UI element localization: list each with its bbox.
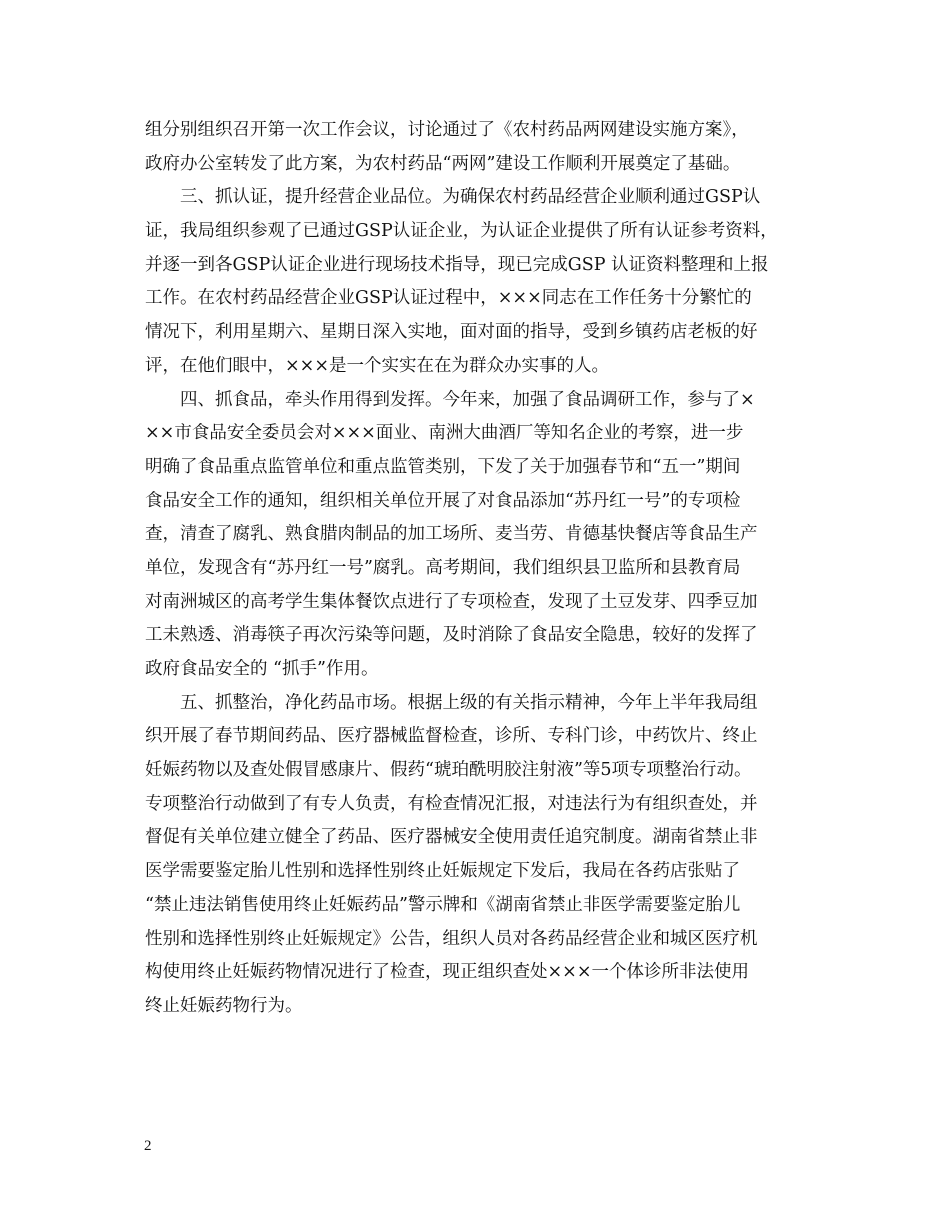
text-line: 并逐一到各GSP认证企业进行现场技术指导，现已完成GSP 认证资料整理和上报 <box>145 254 769 275</box>
text-line: 查，清查了腐乳、熟食腊肉制品的加工场所、麦当劳、肯德基快餐店等食品生产 <box>145 524 758 545</box>
text-line: “禁止违法销售使用终止妊娠药品”警示牌和《湖南省禁止非医学需要鉴定胎儿 <box>145 894 741 915</box>
text-line: 三、抓认证，提升经营企业品位。为确保农村药品经营企业顺利通过GSP认 <box>145 187 761 208</box>
text-line: ××市食品安全委员会对×××面业、南洲大曲酒厂等知名企业的考察，进一步 <box>145 423 744 444</box>
text-line: 工未熟透、消毒筷子再次污染等问题，及时消除了食品安全隐患，较好的发挥了 <box>145 625 758 646</box>
text-line: 终止妊娠药物行为。 <box>145 995 303 1016</box>
text-line: 督促有关单位建立健全了药品、医疗器械安全使用责任追究制度。湖南省禁止非 <box>145 827 758 848</box>
text-line: 妊娠药物以及查处假冒感康片、假药“琥珀酰明胶注射液”等5项专项整治行动。 <box>145 760 752 781</box>
text-line: 食品安全工作的通知，组织相关单位开展了对食品添加“苏丹红一号”的专项检 <box>145 490 741 511</box>
text-line: 评，在他们眼中，×××是一个实实在在为群众办实事的人。 <box>145 355 609 376</box>
text-line: 情况下，利用星期六、星期日深入实地，面对面的指导，受到乡镇药店老板的好 <box>145 322 758 343</box>
text-line: 单位，发现含有“苏丹红一号”腐乳。高考期间，我们组织县卫监所和县教育局 <box>145 557 741 578</box>
text-line: 医学需要鉴定胎儿性别和选择性别终止妊娠规定下发后，我局在各药店张贴了 <box>145 861 740 882</box>
text-line: 四、抓食品，牵头作用得到发挥。今年来，加强了食品调研工作，参与了× <box>145 389 755 410</box>
text-line: 五、抓整治，净化药品市场。根据上级的有关指示精神，今年上半年我局组 <box>145 692 758 713</box>
text-line: 明确了食品重点监管单位和重点监管类别，下发了关于加强春节和“五一”期间 <box>145 456 741 477</box>
text-line: 政府办公室转发了此方案，为农村药品“两网”建设工作顺利开展奠定了基础。 <box>145 153 741 174</box>
text-line: 政府食品安全的 “抓手”作用。 <box>145 659 379 679</box>
text-line: 组分别组织召开第一次工作会议，讨论通过了《农村药品两网建设实施方案》， <box>145 120 749 140</box>
text-line: 性别和选择性别终止妊娠规定》公告，组织人员对各药品经营企业和城区医疗机 <box>145 928 758 949</box>
text-line: 工作。在农村药品经营企业GSP认证过程中，×××同志在工作任务十分繁忙的 <box>145 288 752 309</box>
text-line: 证，我局组织参观了已通过GSP认证企业，为认证企业提供了所有认证参考资料， <box>145 221 778 242</box>
text-line: 构使用终止妊娠药物情况进行了检查，现正组织查处×××一个体诊所非法使用 <box>145 962 749 983</box>
text-line: 对南洲城区的高考学生集体餐饮点进行了专项检查，发现了土豆发芽、四季豆加 <box>145 591 758 612</box>
text-line: 专项整治行动做到了有专人负责，有检查情况汇报，对违法行为有组织查处，并 <box>145 793 758 814</box>
page-number: 2 <box>144 1138 152 1154</box>
text-line: 织开展了春节期间药品、医疗器械监督检查，诊所、专科门诊，中药饮片、终止 <box>145 726 758 747</box>
document-body <box>145 114 815 1024</box>
